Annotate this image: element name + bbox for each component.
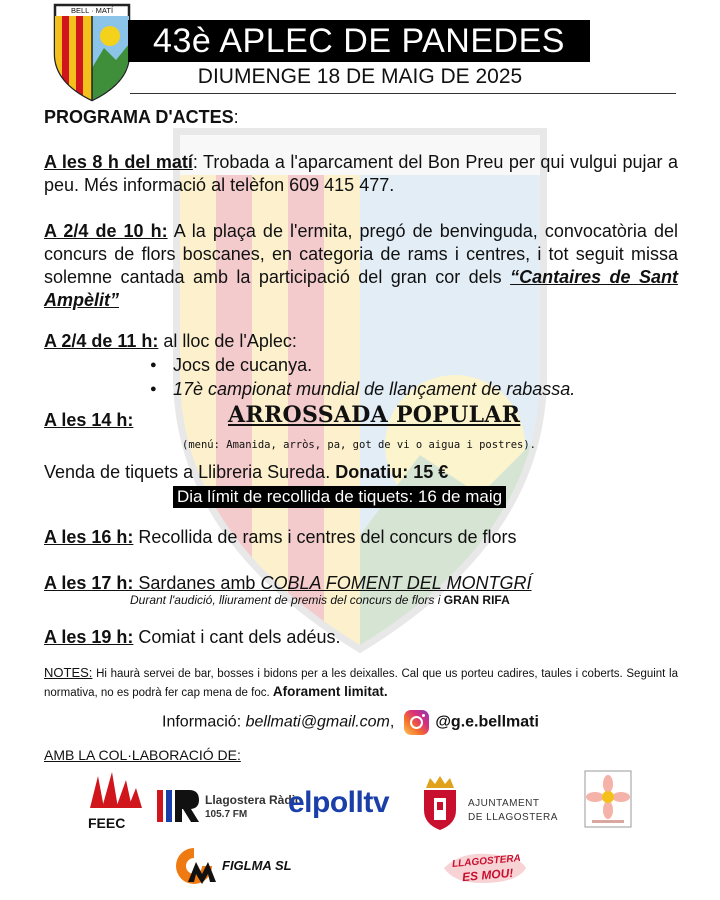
event-date: DIUMENGE 18 DE MAIG DE 2025 bbox=[197, 65, 523, 88]
activities-list bbox=[150, 353, 575, 401]
time-17h: A les 17 h: bbox=[44, 573, 134, 593]
time-8h: A les 8 h del matí bbox=[44, 152, 193, 172]
radio-bars-icon bbox=[155, 788, 201, 824]
list-item: ● 17è campionat mundial de llançament de rabassa. bbox=[150, 377, 575, 401]
menu-description: (menú: Amanida, arròs, pa, got de vi o aigua i postres). bbox=[182, 439, 537, 451]
figuma-text: FIGLMA SL bbox=[222, 858, 292, 873]
gran-rifa: GRAN RIFA bbox=[443, 593, 510, 607]
ajuntament-line1: AJUNTAMENT bbox=[468, 798, 540, 809]
time-930h: A 2/4 de 10 h: bbox=[44, 221, 168, 241]
program-item-1030h bbox=[44, 330, 678, 353]
program-item-16h bbox=[44, 526, 678, 549]
contact-info bbox=[162, 710, 539, 735]
program-item-19h bbox=[44, 626, 678, 649]
tickets-line bbox=[44, 461, 678, 484]
es-mou-line2: ES MOU! bbox=[461, 865, 514, 885]
figuma-mark-icon bbox=[168, 844, 220, 886]
crest-text: BELL · MATÍ bbox=[70, 6, 114, 15]
feec-mountains-icon bbox=[88, 770, 142, 808]
time-19h: A les 19 h: bbox=[44, 627, 134, 647]
radio-frequency: 105.7 FM bbox=[205, 809, 248, 820]
program-heading-text: PROGRAMA D'ACTES bbox=[44, 107, 234, 127]
ajuntament-logo bbox=[420, 776, 570, 832]
event-title: 43è APLEC DE PANEDES bbox=[128, 20, 590, 62]
llagostera-es-mou-logo bbox=[440, 850, 530, 886]
feec-logo bbox=[88, 770, 142, 830]
notes-capacity: Aforament limitat. bbox=[272, 684, 388, 699]
program-heading bbox=[44, 106, 678, 129]
item-19h-text: Comiat i cant dels adéus. bbox=[133, 627, 341, 647]
es-mou-line1: LLAGOSTERA bbox=[451, 853, 522, 870]
notes-paragraph bbox=[44, 664, 678, 702]
tickets-text: Venda de tiquets a Llibreria Sureda. bbox=[44, 462, 336, 482]
donation-amount: Donatiu: 15 € bbox=[335, 462, 449, 482]
info-comma: , bbox=[389, 713, 395, 731]
info-label: Informació: bbox=[162, 713, 246, 731]
choir-name: “Cantaires de Sant Ampèlit” bbox=[44, 267, 678, 310]
audition-note-text: Durant l'audició, lliurament de premis del concurs de flors i bbox=[130, 593, 444, 607]
town-shield-icon bbox=[420, 776, 460, 830]
notes-label: NOTES: bbox=[44, 665, 93, 680]
elpolltv-logo: elpolltv bbox=[288, 786, 390, 819]
audition-note bbox=[130, 593, 510, 607]
cobla-name: COBLA FOMENT DEL MONTGRÍ bbox=[260, 573, 532, 593]
program-item-930h bbox=[44, 220, 678, 312]
instagram-icon bbox=[404, 710, 429, 735]
collaboration-heading: AMB LA COL·LABORACIÓ DE: bbox=[44, 747, 241, 763]
time-1030h: A 2/4 de 11 h: bbox=[44, 331, 159, 351]
instagram-handle[interactable]: @g.e.bellmati bbox=[435, 713, 539, 731]
item-8h-text: : Trobada a l'aparcament del Bon Preu per qui vulgui pujar a peu. Més informació al telèfon 609 415 477. bbox=[44, 152, 678, 195]
feec-text: FEEC bbox=[88, 815, 126, 831]
arrossada-title: ARROSSADA POPULAR bbox=[228, 402, 521, 428]
flower-association-logo bbox=[584, 770, 632, 828]
program-item-8h bbox=[44, 151, 678, 197]
radio-name: Llagostera Ràdio bbox=[205, 793, 303, 807]
llagostera-radio-logo bbox=[155, 788, 303, 828]
ajuntament-line2: DE LLAGOSTERA bbox=[468, 812, 558, 823]
item-1030h-text: al lloc de l'Aplec: bbox=[158, 331, 297, 351]
item-16h-text: Recollida de rams i centres del concurs de flors bbox=[133, 527, 517, 547]
item-930h-text: A la plaça de l'ermita, pregó de benvinguda, convocatòria del concurs de flors boscanes, en categoria de rams i centres, i tot seguit missa solemne cantada amb la participació del gran cor dels bbox=[44, 221, 679, 287]
figuma-logo bbox=[168, 844, 292, 888]
header-divider bbox=[130, 93, 676, 94]
club-crest-logo bbox=[52, 2, 132, 102]
program-heading-colon: : bbox=[233, 107, 239, 127]
info-email[interactable]: bellmati@gmail.com bbox=[245, 713, 390, 731]
program-item-17h bbox=[44, 572, 678, 595]
ticket-deadline: Dia límit de recollida de tiquets: 16 de maig bbox=[173, 486, 506, 508]
time-16h: A les 16 h: bbox=[44, 527, 134, 547]
list-item: ● Jocs de cucanya. bbox=[150, 353, 575, 377]
item-17h-text: Sardanes amb bbox=[133, 573, 261, 593]
time-14h: A les 14 h: bbox=[44, 410, 134, 430]
notes-text: Hi haurà servei de bar, bosses i bidons per a les deixalles. Cal que us porteu cadires, taules i coberts. Seguint la normativa, no es podrà fer cap mena de foc. bbox=[44, 668, 678, 699]
